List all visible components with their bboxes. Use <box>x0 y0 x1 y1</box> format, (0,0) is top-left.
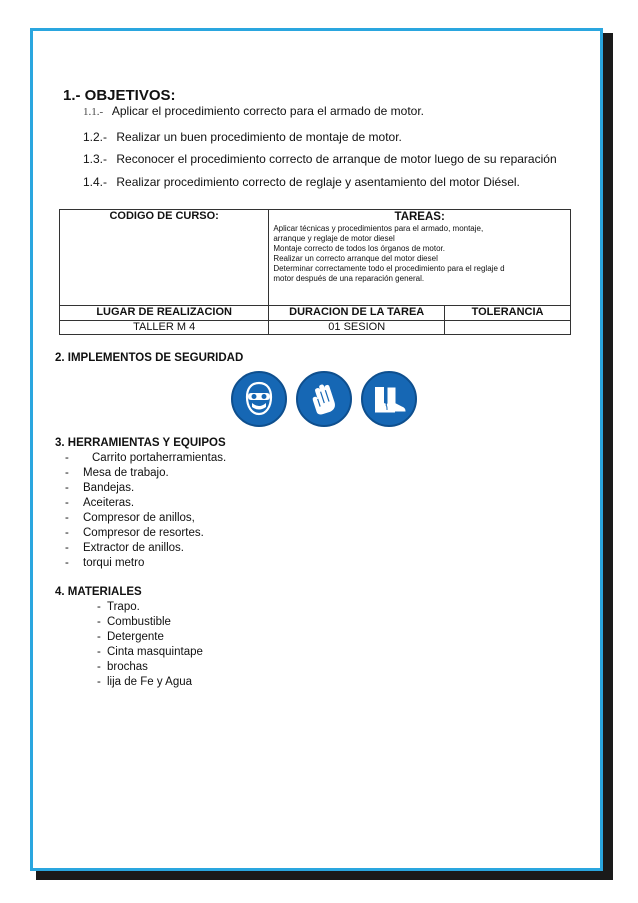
codigo-header: CODIGO DE CURSO: <box>60 210 269 306</box>
list-item: - Extractor de anillos. <box>65 542 184 554</box>
lugar-value: TALLER M 4 <box>60 321 269 335</box>
objective-3 <box>83 152 557 166</box>
tarea-line: motor después de una reparación general. <box>273 274 425 283</box>
objective-number: 1.4.- <box>83 175 108 189</box>
tarea-line: Aplicar técnicas y procedimientos para el armado, montaje, <box>273 224 484 233</box>
objective-number: 1.2.- <box>83 130 108 144</box>
materials-list <box>97 600 203 690</box>
page-frame <box>30 28 603 871</box>
list-item: - Carrito portaherramientas. <box>65 452 227 464</box>
list-item: - Aceiteras. <box>65 497 135 509</box>
list-item: - Combustible <box>97 616 171 628</box>
list-item: - Trapo. <box>97 601 140 613</box>
list-item: - Compresor de anillos, <box>65 512 195 524</box>
objective-1 <box>83 104 424 118</box>
course-table <box>59 209 571 335</box>
tarea-line: arranque y reglaje de motor diesel <box>273 234 395 243</box>
list-item: - lija de Fe y Agua <box>97 676 193 688</box>
objective-text: Realizar un buen procedimiento de montaje de motor. <box>116 130 402 144</box>
tareas-cell <box>269 210 571 306</box>
gloves-icon <box>296 371 352 427</box>
objective-number: 1.1.- <box>83 106 104 118</box>
objective-number: 1.3.- <box>83 152 108 166</box>
objective-text: Realizar procedimiento correcto de reglaje y asentamiento del motor Diésel. <box>116 175 520 189</box>
tools-heading: 3. HERRAMIENTAS Y EQUIPOS <box>55 437 226 449</box>
list-item: - Detergente <box>97 631 164 643</box>
tareas-header: TAREAS: <box>394 211 445 223</box>
lugar-header: LUGAR DE REALIZACION <box>60 306 269 321</box>
objective-2 <box>83 130 402 144</box>
list-item: - Mesa de trabajo. <box>65 467 169 479</box>
tarea-line: Montaje correcto de todos los órganos de motor. <box>273 244 445 253</box>
tarea-line: Determinar correctamente todo el procedimiento para el reglaje d <box>273 264 505 273</box>
safety-boots-icon <box>361 371 417 427</box>
objective-text: Aplicar el procedimiento correcto para el armado de motor. <box>111 104 424 118</box>
tolerancia-header: TOLERANCIA <box>445 306 571 321</box>
duracion-value: 01 SESION <box>269 321 445 335</box>
duracion-header: DURACION DE LA TAREA <box>269 306 445 321</box>
tarea-line: Realizar un correcto arranque del motor diesel <box>273 254 438 263</box>
list-item: - torqui metro <box>65 557 145 569</box>
objective-4 <box>83 175 520 189</box>
tools-list <box>65 451 226 571</box>
list-item: - Bandejas. <box>65 482 135 494</box>
objective-text: Reconocer el procedimiento correcto de arranque de motor luego de su reparación <box>116 152 557 166</box>
tolerancia-value <box>445 321 571 335</box>
list-item: - Compresor de resortes. <box>65 527 204 539</box>
objectives-heading: 1.- OBJETIVOS: <box>63 87 176 104</box>
face-mask-goggles-icon <box>231 371 287 427</box>
list-item: - brochas <box>97 661 148 673</box>
safety-heading: 2. IMPLEMENTOS DE SEGURIDAD <box>55 352 244 364</box>
tareas-list <box>273 224 566 284</box>
list-item: - Cinta masquintape <box>97 646 203 658</box>
safety-icons <box>231 371 417 427</box>
materials-heading: 4. MATERIALES <box>55 586 142 598</box>
